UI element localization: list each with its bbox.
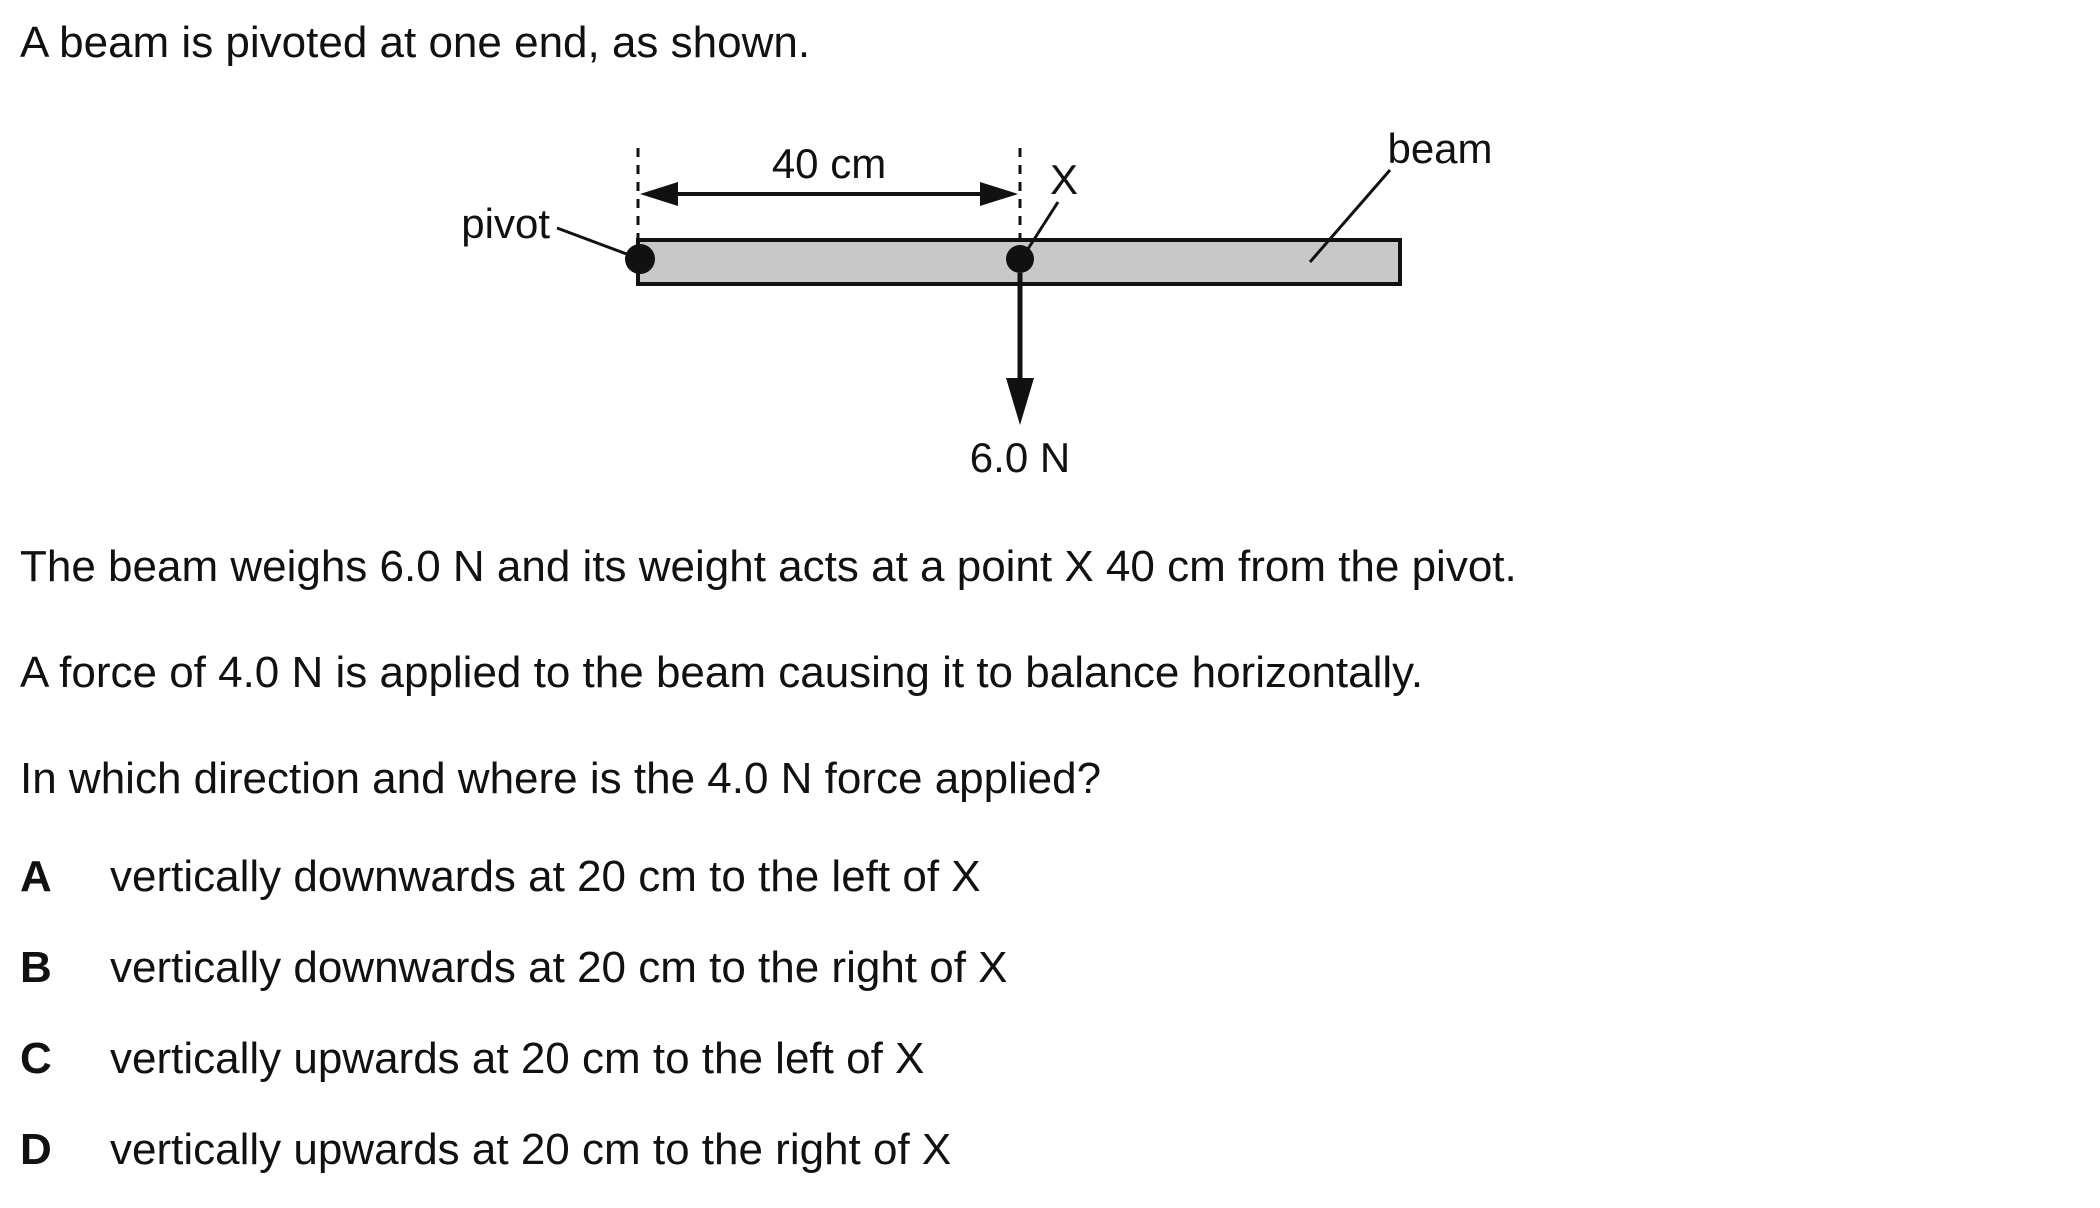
option-d[interactable] — [20, 1123, 951, 1177]
pivot-label: pivot — [461, 200, 550, 247]
dimension-arrowhead-left — [640, 182, 678, 206]
point-x-dot — [1006, 245, 1034, 273]
dimension-arrowhead-right — [980, 182, 1018, 206]
force-label: 6.0 N — [969, 434, 1071, 481]
beam-diagram — [0, 0, 2100, 500]
option-text: vertically upwards at 20 cm to the left of X — [110, 1034, 925, 1083]
point-x-label: X — [1049, 156, 1079, 203]
option-text: vertically upwards at 20 cm to the right of X — [110, 1125, 952, 1174]
option-letter: C — [20, 1034, 52, 1083]
option-letter: D — [20, 1125, 52, 1174]
statement-force: A force of 4.0 N is applied to the beam causing it to balance horizontally. — [20, 648, 1424, 697]
option-letter: A — [20, 852, 52, 901]
weight-arrowhead — [1006, 378, 1034, 425]
intro-text: A beam is pivoted at one end, as shown. — [20, 18, 811, 67]
question-text: In which direction and where is the 4.0 N force applied? — [20, 754, 1102, 803]
statement-weight: The beam weighs 6.0 N and its weight acts at a point X 40 cm from the pivot. — [20, 542, 1517, 591]
pivot-dot — [625, 244, 655, 274]
option-letter: B — [20, 943, 52, 992]
beam-label: beam — [1387, 125, 1493, 172]
distance-label: 40 cm — [771, 140, 887, 187]
option-a[interactable] — [20, 850, 981, 904]
option-text: vertically downwards at 20 cm to the right of X — [110, 943, 1008, 992]
pivot-leader-line — [557, 228, 632, 256]
option-text: vertically downwards at 20 cm to the left of X — [110, 852, 981, 901]
option-b[interactable] — [20, 941, 1008, 995]
option-c[interactable] — [20, 1032, 924, 1086]
